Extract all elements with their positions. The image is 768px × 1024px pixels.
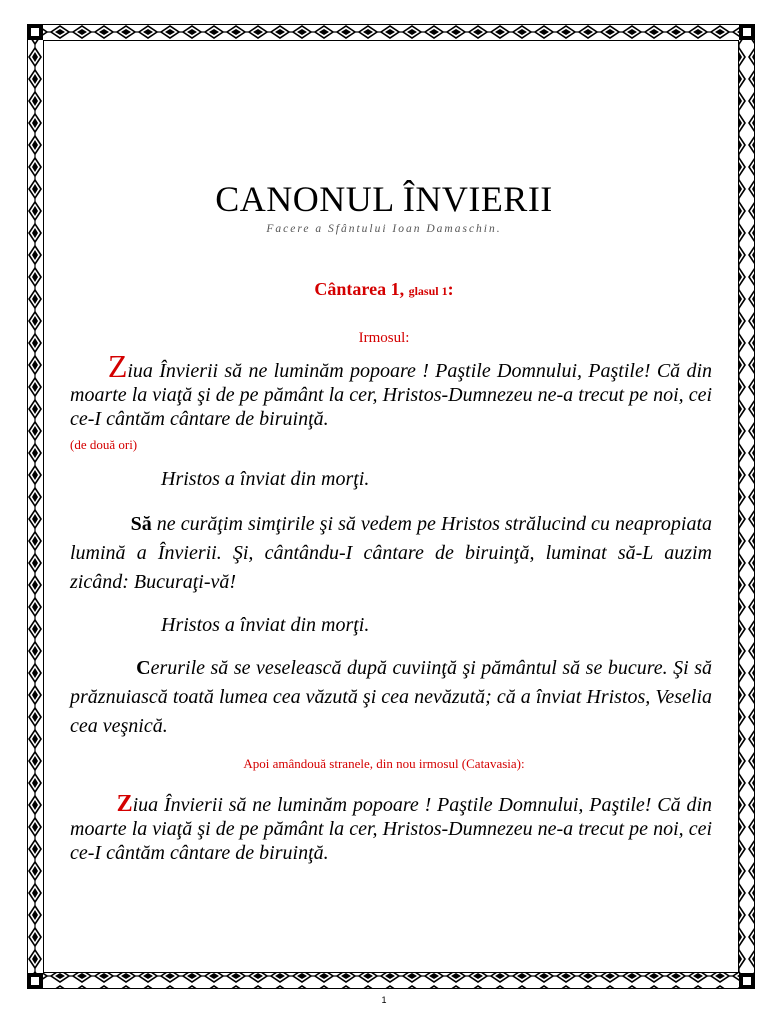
catavasia-paragraph [70, 792, 712, 865]
troparion-1-text: ne curăţim simţirile şi să vedem pe Hristos strălucind cu neapropiata lumină a Învierii. Şi, cântându-I cântare de biruinţă, luminat să-L auzim zicând: Bucuraţi-vă! [70, 513, 713, 593]
troparion-2 [70, 654, 712, 741]
ode-colon: : [447, 279, 454, 299]
troparion-1-initial: Să [130, 513, 152, 535]
page-title: CANONUL ÎNVIERII [215, 179, 553, 219]
refrain-2: Hristos a înviat din morţi. [161, 614, 370, 636]
irmos-repeat-note: (de două ori) [70, 437, 138, 452]
irmos-label: Irmosul: [358, 330, 410, 346]
catavasia-rubric: Apoi amândouă stranele, din nou irmosul (Catavasia): [243, 756, 525, 771]
troparion-1 [70, 510, 712, 597]
ode-heading [0, 279, 768, 300]
catavasia-text: iua Învierii să ne luminăm popoare ! Paştile Domnului, Paştile! Că din moarte la viaţă şi de pe pământ la cer, Hristos-Dumnezeu ne-a trecut pe noi, cei ce-I cântăm cântare de biruinţă. [70, 794, 713, 864]
page-subtitle: Facere a Sfântului Ioan Damaschin. [266, 223, 502, 235]
irmos-drop-initial: Z [107, 348, 128, 384]
troparion-2-text: erurile să se veselească după cuviinţă şi pământul să se bucure. Şi să prăznuiască toată lumea cea văzută şi cea nevăzută; că a înviat Hristos, Veselia cea veşnică. [70, 657, 712, 737]
page-number: 1 [381, 995, 387, 1005]
irmos-text: iua Învierii să ne luminăm popoare ! Paştile Domnului, Paştile! Că din moarte la viaţă şi de pe pământ la cer, Hristos-Dumnezeu ne-a trecut pe noi, cei ce-I cântăm cântare de biruinţă. [70, 360, 713, 430]
irmos-paragraph [70, 348, 713, 457]
ode-tone: glasul 1 [408, 284, 448, 298]
ode-number: Cântarea 1, [314, 279, 405, 299]
catavasia-drop-initial: Z [116, 791, 133, 817]
refrain-1: Hristos a înviat din morţi. [161, 468, 370, 490]
troparion-2-initial: C [136, 657, 151, 679]
